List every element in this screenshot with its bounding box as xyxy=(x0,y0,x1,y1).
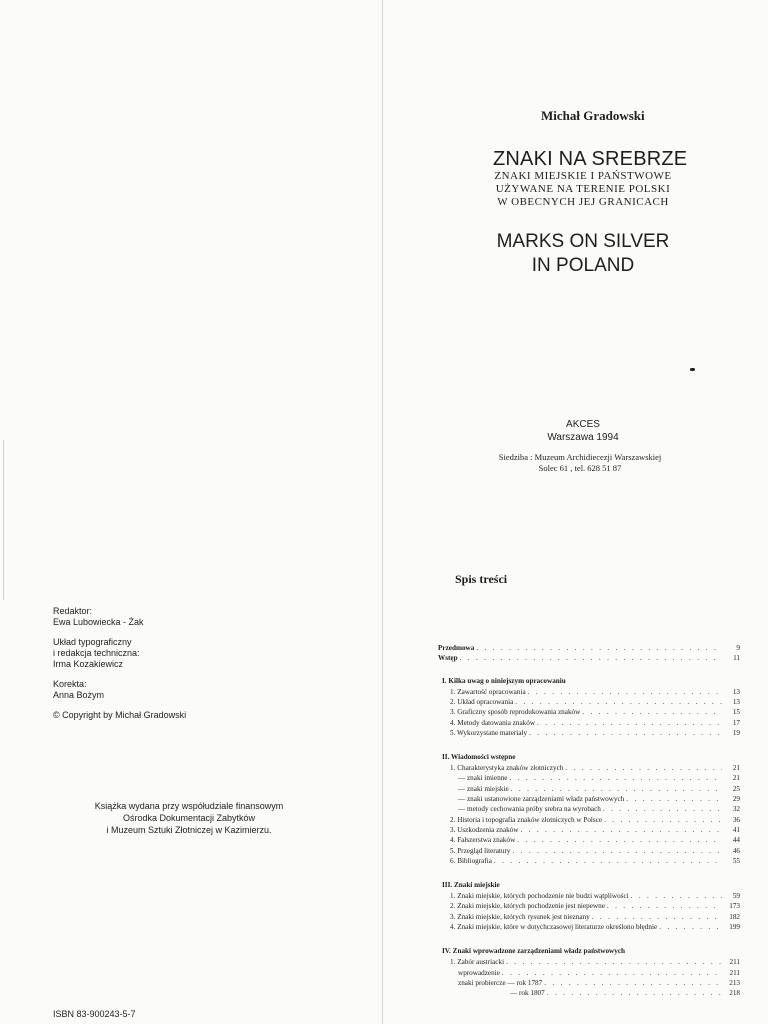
toc-page-number: 13 xyxy=(732,697,740,706)
layout-label-2: i redakcja techniczna: xyxy=(53,648,140,658)
layout-name: Irma Kozakiewicz xyxy=(53,659,124,669)
toc-page-number: 25 xyxy=(732,784,740,793)
copyright-notice: © Copyright by Michał Gradowski xyxy=(53,710,187,720)
toc-entry-label: 4. Znaki miejskie, które w dotychczasowej literaturze określono błędnie xyxy=(450,923,658,931)
toc-entry-label: 5. Wykorzystane materiały xyxy=(450,728,528,737)
funding-line: i Muzeum Sztuki Złotniczej w Kazimierzu. xyxy=(106,825,272,835)
toc-leader-dots xyxy=(529,729,722,737)
toc-page-number: 21 xyxy=(732,764,740,773)
toc-row xyxy=(438,698,740,708)
toc-leader-dots xyxy=(659,923,722,931)
toc-row xyxy=(438,857,740,867)
toc-entry-label: — znaki imienne xyxy=(458,774,508,783)
toc-entry-label: 4. Fałszerstwa znaków xyxy=(450,836,516,845)
english-title-line: IN POLAND xyxy=(531,255,635,276)
toc-page-number: 11 xyxy=(733,654,740,663)
toc-row xyxy=(438,785,740,795)
toc-row xyxy=(438,729,740,739)
toc-row xyxy=(438,805,740,815)
left-page xyxy=(0,0,383,1024)
toc-page-number: 199 xyxy=(729,923,740,931)
toc-leader-dots xyxy=(631,892,722,900)
toc-page-number: 173 xyxy=(729,902,740,911)
toc-leader-dots xyxy=(537,719,722,727)
place-year: Warszawa 1994 xyxy=(547,432,619,443)
toc-entry-label: — rok 1807 xyxy=(510,989,545,998)
toc-page-number: 29 xyxy=(732,795,740,803)
toc-entry-label: 4. Metody datowania znaków xyxy=(450,718,536,727)
toc-leader-dots xyxy=(604,816,722,824)
funding-line: Ośrodka Dokumentacji Zabytków xyxy=(122,813,256,823)
toc-page-number: 46 xyxy=(732,846,740,855)
toc-leader-dots xyxy=(607,902,722,910)
toc-page-number: 213 xyxy=(729,978,740,987)
toc-row xyxy=(438,774,740,784)
right-page xyxy=(383,0,768,1024)
toc-entry-label: 1. Zawartość opracowania xyxy=(450,687,526,696)
subtitle-line: UŻYWANE NA TERENIE POLSKI xyxy=(495,183,671,195)
toc-row xyxy=(438,902,740,912)
subtitle-line: ZNAKI MIEJSKIE I PAŃSTWOWE xyxy=(494,170,672,182)
toc-heading: Spis treści xyxy=(455,572,508,586)
toc-leader-dots xyxy=(476,644,722,652)
toc-leader-dots xyxy=(494,857,722,865)
toc-leader-dots xyxy=(626,795,722,803)
toc-entry-label: 2. Układ opracowania xyxy=(450,697,514,706)
toc-entry-label: 3. Uszkodzenia znaków xyxy=(450,825,519,834)
toc-leader-dots xyxy=(520,826,722,834)
toc-entry-label: znaki probiercze — rok 1787 xyxy=(458,978,543,987)
toc-page-number: 41 xyxy=(732,825,740,834)
toc-row xyxy=(438,795,740,805)
toc-page-number: 15 xyxy=(732,708,740,717)
toc-entry-label: — znaki ustanowione zarządzeniami władz państwowych xyxy=(458,795,625,803)
toc-leader-dots xyxy=(603,805,722,813)
proof-name: Anna Bożym xyxy=(53,690,105,700)
toc-leader-dots xyxy=(510,774,723,782)
toc-page-number: 211 xyxy=(729,968,740,977)
toc-row xyxy=(438,826,740,836)
toc-page-number: 59 xyxy=(732,892,740,901)
toc-page-number: 36 xyxy=(732,815,740,824)
proof-label: Korekta: xyxy=(53,679,87,689)
credits-block xyxy=(53,606,186,730)
book-title: ZNAKI NA SREBRZE xyxy=(493,148,688,170)
toc-row xyxy=(438,958,740,968)
publisher: AKCES xyxy=(566,419,600,430)
toc-leader-dots xyxy=(511,785,722,793)
funding-note xyxy=(60,800,318,836)
toc-page-number: 44 xyxy=(732,836,740,845)
layout-label: Układ typograficzny xyxy=(53,637,132,647)
toc-page-number: 218 xyxy=(729,989,740,998)
toc-row xyxy=(438,764,740,774)
funding-line: Książka wydana przy współudziale finansowym xyxy=(94,801,284,811)
editor-label: Redaktor: xyxy=(53,606,93,616)
toc-entry-label: — metody cechowania próby srebra na wyrobach xyxy=(458,805,601,814)
isbn: ISBN 83-900243-5-7 xyxy=(53,1009,136,1019)
toc-entry-label: 1. Znaki miejskie, których pochodzenie nie budzi wątpliwości xyxy=(450,892,629,901)
publisher-phone: Solec 61 , tel. 628 51 87 xyxy=(538,463,622,473)
toc-leader-dots xyxy=(515,698,722,706)
toc-entry-label: 5. Przegląd literatury xyxy=(450,846,511,855)
toc-page-number: 13 xyxy=(732,687,740,696)
toc-row xyxy=(438,654,740,664)
toc-row xyxy=(438,913,740,923)
author-name: Michał Gradowski xyxy=(541,108,645,123)
toc-entry-label: wprowadzenie xyxy=(458,968,500,977)
ink-mark xyxy=(690,368,695,371)
toc-row xyxy=(438,816,740,826)
toc-leader-dots xyxy=(528,688,722,696)
toc-leader-dots xyxy=(512,847,722,855)
toc-row xyxy=(438,708,740,718)
toc-page-number: 17 xyxy=(732,718,740,727)
toc-row xyxy=(438,979,740,989)
toc-entry-label: 2. Znaki miejskie, których pochodzenie jest niepewne xyxy=(450,902,605,911)
toc-leader-dots xyxy=(547,989,722,997)
toc-section-title: IV. Znaki wprowadzone zarządzeniami władz państwowych xyxy=(442,947,626,956)
toc-leader-dots xyxy=(517,836,722,844)
toc-row xyxy=(438,892,740,902)
toc-page-number: 21 xyxy=(732,774,740,783)
toc-leader-dots xyxy=(565,764,722,772)
toc-page-number: 55 xyxy=(732,856,740,865)
toc-leader-dots xyxy=(460,654,722,662)
toc-leader-dots xyxy=(544,979,722,987)
toc-row xyxy=(438,836,740,846)
toc-entry-label: 1. Charakterystyka znaków złotniczych xyxy=(450,764,564,773)
toc-entry-label: 3. Znaki miejskie, których rysunek jest nieznany xyxy=(450,912,590,921)
toc-entry-label: 2. Historia i topografia znaków złotniczych w Polsce xyxy=(450,815,603,824)
toc-section-title: I. Kilka uwag o niniejszym opracowaniu xyxy=(442,676,566,685)
toc-section-title: II. Wiadomości wstępne xyxy=(442,753,516,762)
toc-leader-dots xyxy=(582,708,722,716)
publisher-seat: Siedziba : Muzeum Archidiecezji Warszawskiej xyxy=(498,452,662,462)
toc-leader-dots xyxy=(592,913,722,921)
toc-row xyxy=(438,688,740,698)
toc-entry-label: 1. Zabór austriacki xyxy=(450,958,505,967)
toc-row xyxy=(438,969,740,979)
editor-name: Ewa Lubowiecka - Żak xyxy=(53,617,144,627)
toc-row xyxy=(438,719,740,729)
toc-row xyxy=(438,923,740,933)
toc-row xyxy=(438,989,740,999)
toc-entry-label: 6. Bibliografia xyxy=(450,856,492,865)
toc-row xyxy=(438,847,740,857)
english-title-line: MARKS ON SILVER xyxy=(496,231,670,252)
toc-leader-dots xyxy=(502,969,722,977)
toc-entry-label: — znaki miejskie xyxy=(458,784,509,793)
toc-section-title: III. Znaki miejskie xyxy=(442,881,500,890)
toc-leader-dots xyxy=(506,958,722,966)
toc-entry-label: Przedmowa xyxy=(438,644,475,652)
toc-page-number: 19 xyxy=(732,728,740,737)
toc-page-number: 211 xyxy=(729,958,740,967)
subtitle-line: W OBECNYCH JEJ GRANICACH xyxy=(497,196,669,208)
toc-row xyxy=(438,644,740,654)
toc-page-number: 9 xyxy=(736,644,740,652)
toc-page-number: 182 xyxy=(729,912,740,921)
toc-page-number: 32 xyxy=(732,805,740,814)
toc-entry-label: Wstęp xyxy=(438,654,458,663)
toc-entry-label: 3. Graficzny sposób reprodukowania znaków xyxy=(450,708,581,717)
